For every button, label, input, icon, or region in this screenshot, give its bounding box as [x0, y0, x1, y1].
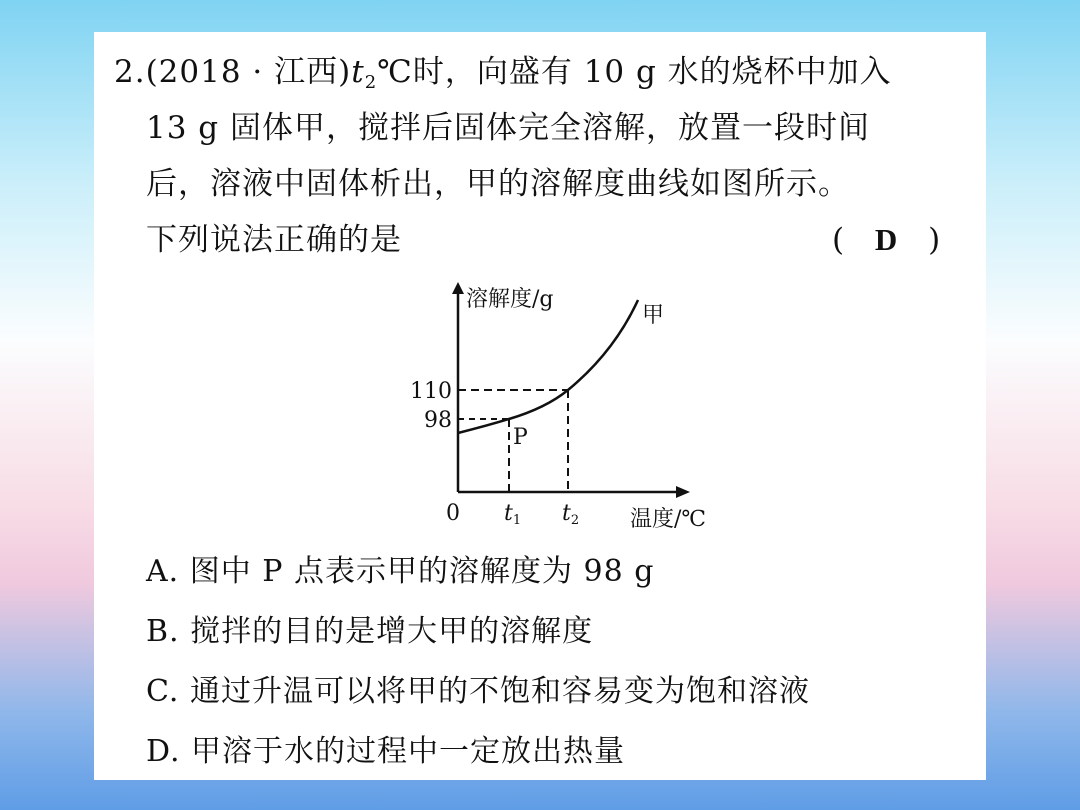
question-card	[94, 32, 986, 780]
answer-bracket	[832, 220, 940, 260]
x-tick-t1	[504, 501, 521, 528]
origin-label: 0	[446, 501, 460, 526]
x-axis-arrow-icon	[676, 486, 690, 498]
y-axis-label: 溶解度/g	[466, 287, 554, 312]
temp-subscript: 2	[364, 72, 378, 93]
question-number: 2.	[114, 54, 146, 90]
answer-open: (	[832, 222, 845, 258]
x-tick-t1-sub: 1	[512, 513, 522, 528]
x-tick-t1-var: t	[504, 501, 513, 526]
series-label-jia: 甲	[642, 303, 665, 328]
solubility-chart	[406, 280, 736, 532]
y-tick-110: 110	[410, 379, 452, 404]
x-tick-t2-sub: 2	[570, 513, 580, 528]
answer-value: D	[874, 222, 898, 257]
question-line-1-text: ℃时，向盛有 10 g 水的烧杯中加入	[377, 54, 892, 90]
x-tick-t2	[562, 501, 579, 528]
question-line-3: 后，溶液中固体析出，甲的溶解度曲线如图所示。	[146, 166, 850, 202]
question-line-4: 下列说法正确的是	[146, 222, 402, 258]
option-a: A. 图中 P 点表示甲的溶解度为 98 g	[146, 554, 655, 589]
y-axis-arrow-icon	[452, 282, 464, 294]
answer-close: )	[928, 222, 941, 258]
question-line-2: 13 g 固体甲，搅拌后固体完全溶解，放置一段时间	[146, 110, 870, 146]
y-tick-98: 98	[424, 408, 452, 433]
point-label-p: P	[513, 425, 528, 450]
question-source: (2018 · 江西)	[145, 54, 352, 90]
x-tick-t2-var: t	[562, 501, 571, 526]
option-d: D. 甲溶于水的过程中一定放出热量	[146, 734, 626, 769]
temp-variable: t	[351, 54, 365, 90]
question-line-1	[114, 52, 892, 103]
x-axis-label: 温度/℃	[630, 507, 707, 532]
option-b: B. 搅拌的目的是增大甲的溶解度	[146, 614, 594, 649]
option-c: C. 通过升温可以将甲的不饱和容易变为饱和溶液	[146, 674, 810, 709]
series-line-jia	[458, 300, 638, 433]
